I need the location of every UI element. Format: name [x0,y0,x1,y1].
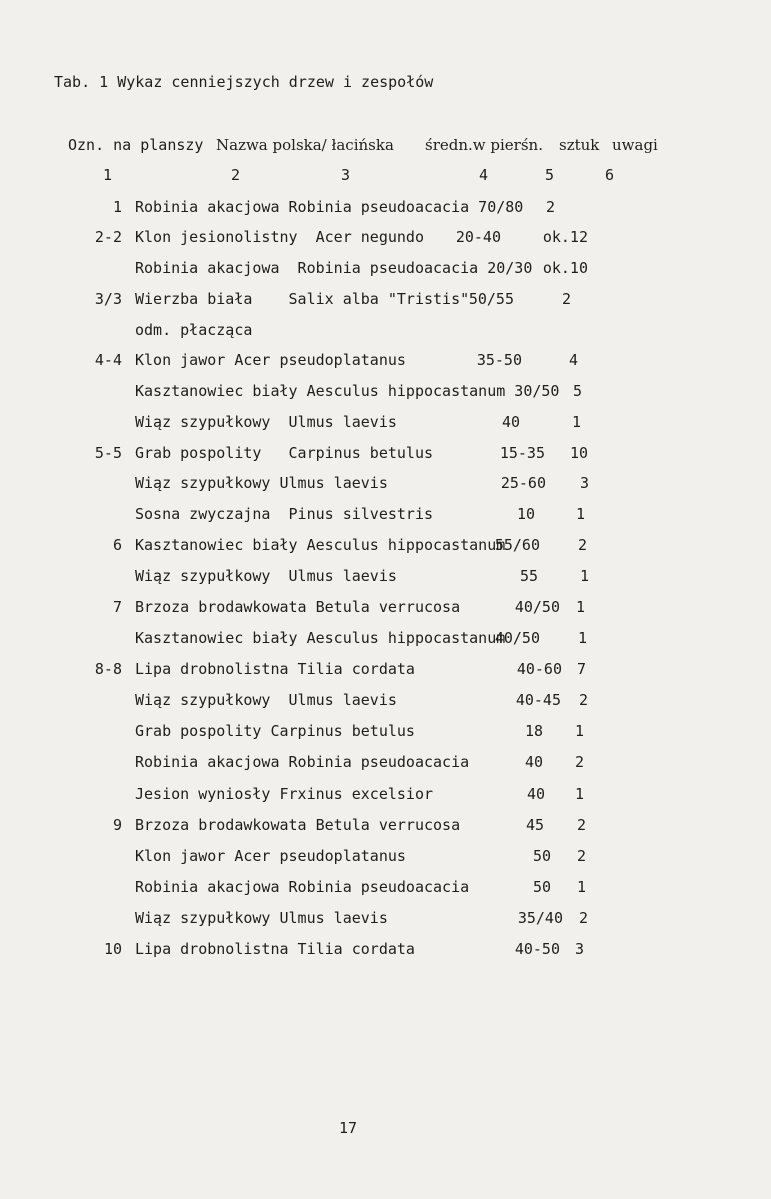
row-diameter: 40-45 [515,691,561,709]
row-mark: 2-2 [94,228,122,246]
row-name: Robinia akacjowa Robinia pseudoacacia [135,878,470,896]
table-row [0,536,771,554]
row-name: Lipa drobnolistna Tilia cordata [135,660,415,678]
table-row [0,567,771,585]
row-diameter: 50 [532,847,551,865]
row-count: 2 [577,536,587,554]
page-number: 17 [339,1119,358,1137]
table-row [0,722,771,740]
col-number: 2 [231,166,241,184]
row-name: Grab pospolity Carpinus betulus [135,444,434,462]
table-row [0,351,771,369]
row-diameter: 55 [519,567,538,585]
row-count: ok.10 [542,259,588,277]
row-name: Kasztanowiec biały Aesculus hippocastanum 30/50 [135,382,560,400]
row-diameter: 35/40 [517,909,563,927]
header-remarks: uwagi [612,136,658,154]
row-count: 2 [545,198,555,216]
table-row [0,290,771,308]
row-diameter: 40/50 [494,629,540,647]
col-number: 4 [479,166,489,184]
row-name: Wiąz szypułkowy Ulmus laevis [135,691,397,709]
row-mark: 9 [112,816,122,834]
row-diameter: 40/50 [514,598,560,616]
row-count: 5 [572,382,582,400]
row-name: Kasztanowiec biały Aesculus hippocastanum [135,536,506,554]
row-count: 7 [576,660,586,678]
table-row [0,598,771,616]
row-mark: 10 [103,940,122,958]
row-name: Wiąz szypułkowy Ulmus laevis [135,567,397,585]
row-diameter: 45 [525,816,544,834]
row-name: Robinia akacjowa Robinia pseudoacacia [135,753,470,771]
row-name: Klon jesionolistny Acer negundo [135,228,424,246]
row-name: Grab pospolity Carpinus betulus [135,722,415,740]
row-diameter: 25-60 [500,474,546,492]
table-row [0,940,771,958]
row-mark: 5-5 [94,444,122,462]
row-name: Klon jawor Acer pseudoplatanus [135,351,406,369]
row-name: Kasztanowiec biały Aesculus hippocastanum [135,629,506,647]
header-count: sztuk [559,136,600,154]
table-row [0,259,771,277]
row-count: 2 [578,691,588,709]
row-count: 1 [571,413,581,431]
row-count: 4 [568,351,578,369]
table-row [0,382,771,400]
table-row [0,444,771,462]
col-number: 3 [341,166,351,184]
col-number: 6 [605,166,615,184]
row-name: Robinia akacjowa Robinia pseudoacacia 70/80 [135,198,524,216]
table-row [0,878,771,896]
row-count: 1 [574,785,584,803]
table-row [0,505,771,523]
header-mark: Ozn. na planszy [68,136,204,154]
header-name: Nazwa polska/ łacińska [216,136,394,154]
col-number: 5 [545,166,555,184]
table-row [0,474,771,492]
table-row [0,228,771,246]
row-name: odm. płacząca [135,321,253,339]
row-count: 1 [577,629,587,647]
row-mark: 7 [112,598,122,616]
row-diameter: 18 [524,722,543,740]
row-diameter: 35-50 [476,351,522,369]
col-number: 1 [103,166,113,184]
row-diameter: 40-60 [516,660,562,678]
row-count: 1 [576,878,586,896]
row-count: 2 [576,816,586,834]
table-row [0,660,771,678]
table-row [0,753,771,771]
row-diameter: 50 [532,878,551,896]
row-mark: 8-8 [94,660,122,678]
row-name: Lipa drobnolistna Tilia cordata [135,940,415,958]
row-name: Wiąz szypułkowy Ulmus laevis [135,909,388,927]
row-name: Brzoza brodawkowata Betula verrucosa [135,816,461,834]
table-row [0,629,771,647]
table-row [0,413,771,431]
table-row [0,785,771,803]
row-diameter: 20-40 [455,228,501,246]
row-diameter: 55/60 [494,536,540,554]
table-row [0,198,771,216]
row-count: 2 [561,290,571,308]
row-count: 3 [579,474,589,492]
row-diameter: 40 [501,413,520,431]
table-title: Tab. 1 Wykaz cenniejszych drzew i zespołów [54,73,434,91]
row-name: Klon jawor Acer pseudoplatanus [135,847,406,865]
row-count: 1 [575,505,585,523]
row-count: 1 [574,722,584,740]
row-count: 1 [575,598,585,616]
row-count: ok.12 [542,228,588,246]
row-count: 3 [574,940,584,958]
table-row [0,909,771,927]
row-diameter: 40 [526,785,545,803]
row-name: Wierzba biała Salix alba "Tristis" [135,290,470,308]
row-count: 1 [579,567,589,585]
row-count: 2 [574,753,584,771]
row-name: Wiąz szypułkowy Ulmus laevis [135,474,388,492]
header-diameter: średn.w pierśn. [425,136,543,154]
table-row [0,321,771,339]
row-diameter: 50/55 [468,290,514,308]
row-mark: 4-4 [94,351,122,369]
row-mark: 6 [112,536,122,554]
row-name: Jesion wyniosły Frxinus excelsior [135,785,434,803]
row-name: Wiąz szypułkowy Ulmus laevis [135,413,397,431]
row-mark: 3/3 [94,290,122,308]
row-count: 2 [576,847,586,865]
row-count: 2 [578,909,588,927]
row-diameter: 15-35 [499,444,545,462]
row-mark: 1 [112,198,122,216]
row-count: 10 [569,444,588,462]
row-name: Sosna zwyczajna Pinus silvestris [135,505,434,523]
row-diameter: 10 [516,505,535,523]
row-name: Brzoza brodawkowata Betula verrucosa [135,598,461,616]
row-name: Robinia akacjowa Robinia pseudoacacia 20/30 [135,259,533,277]
table-row [0,816,771,834]
row-diameter: 40 [524,753,543,771]
table-row [0,691,771,709]
table-row [0,847,771,865]
row-diameter: 40-50 [514,940,560,958]
